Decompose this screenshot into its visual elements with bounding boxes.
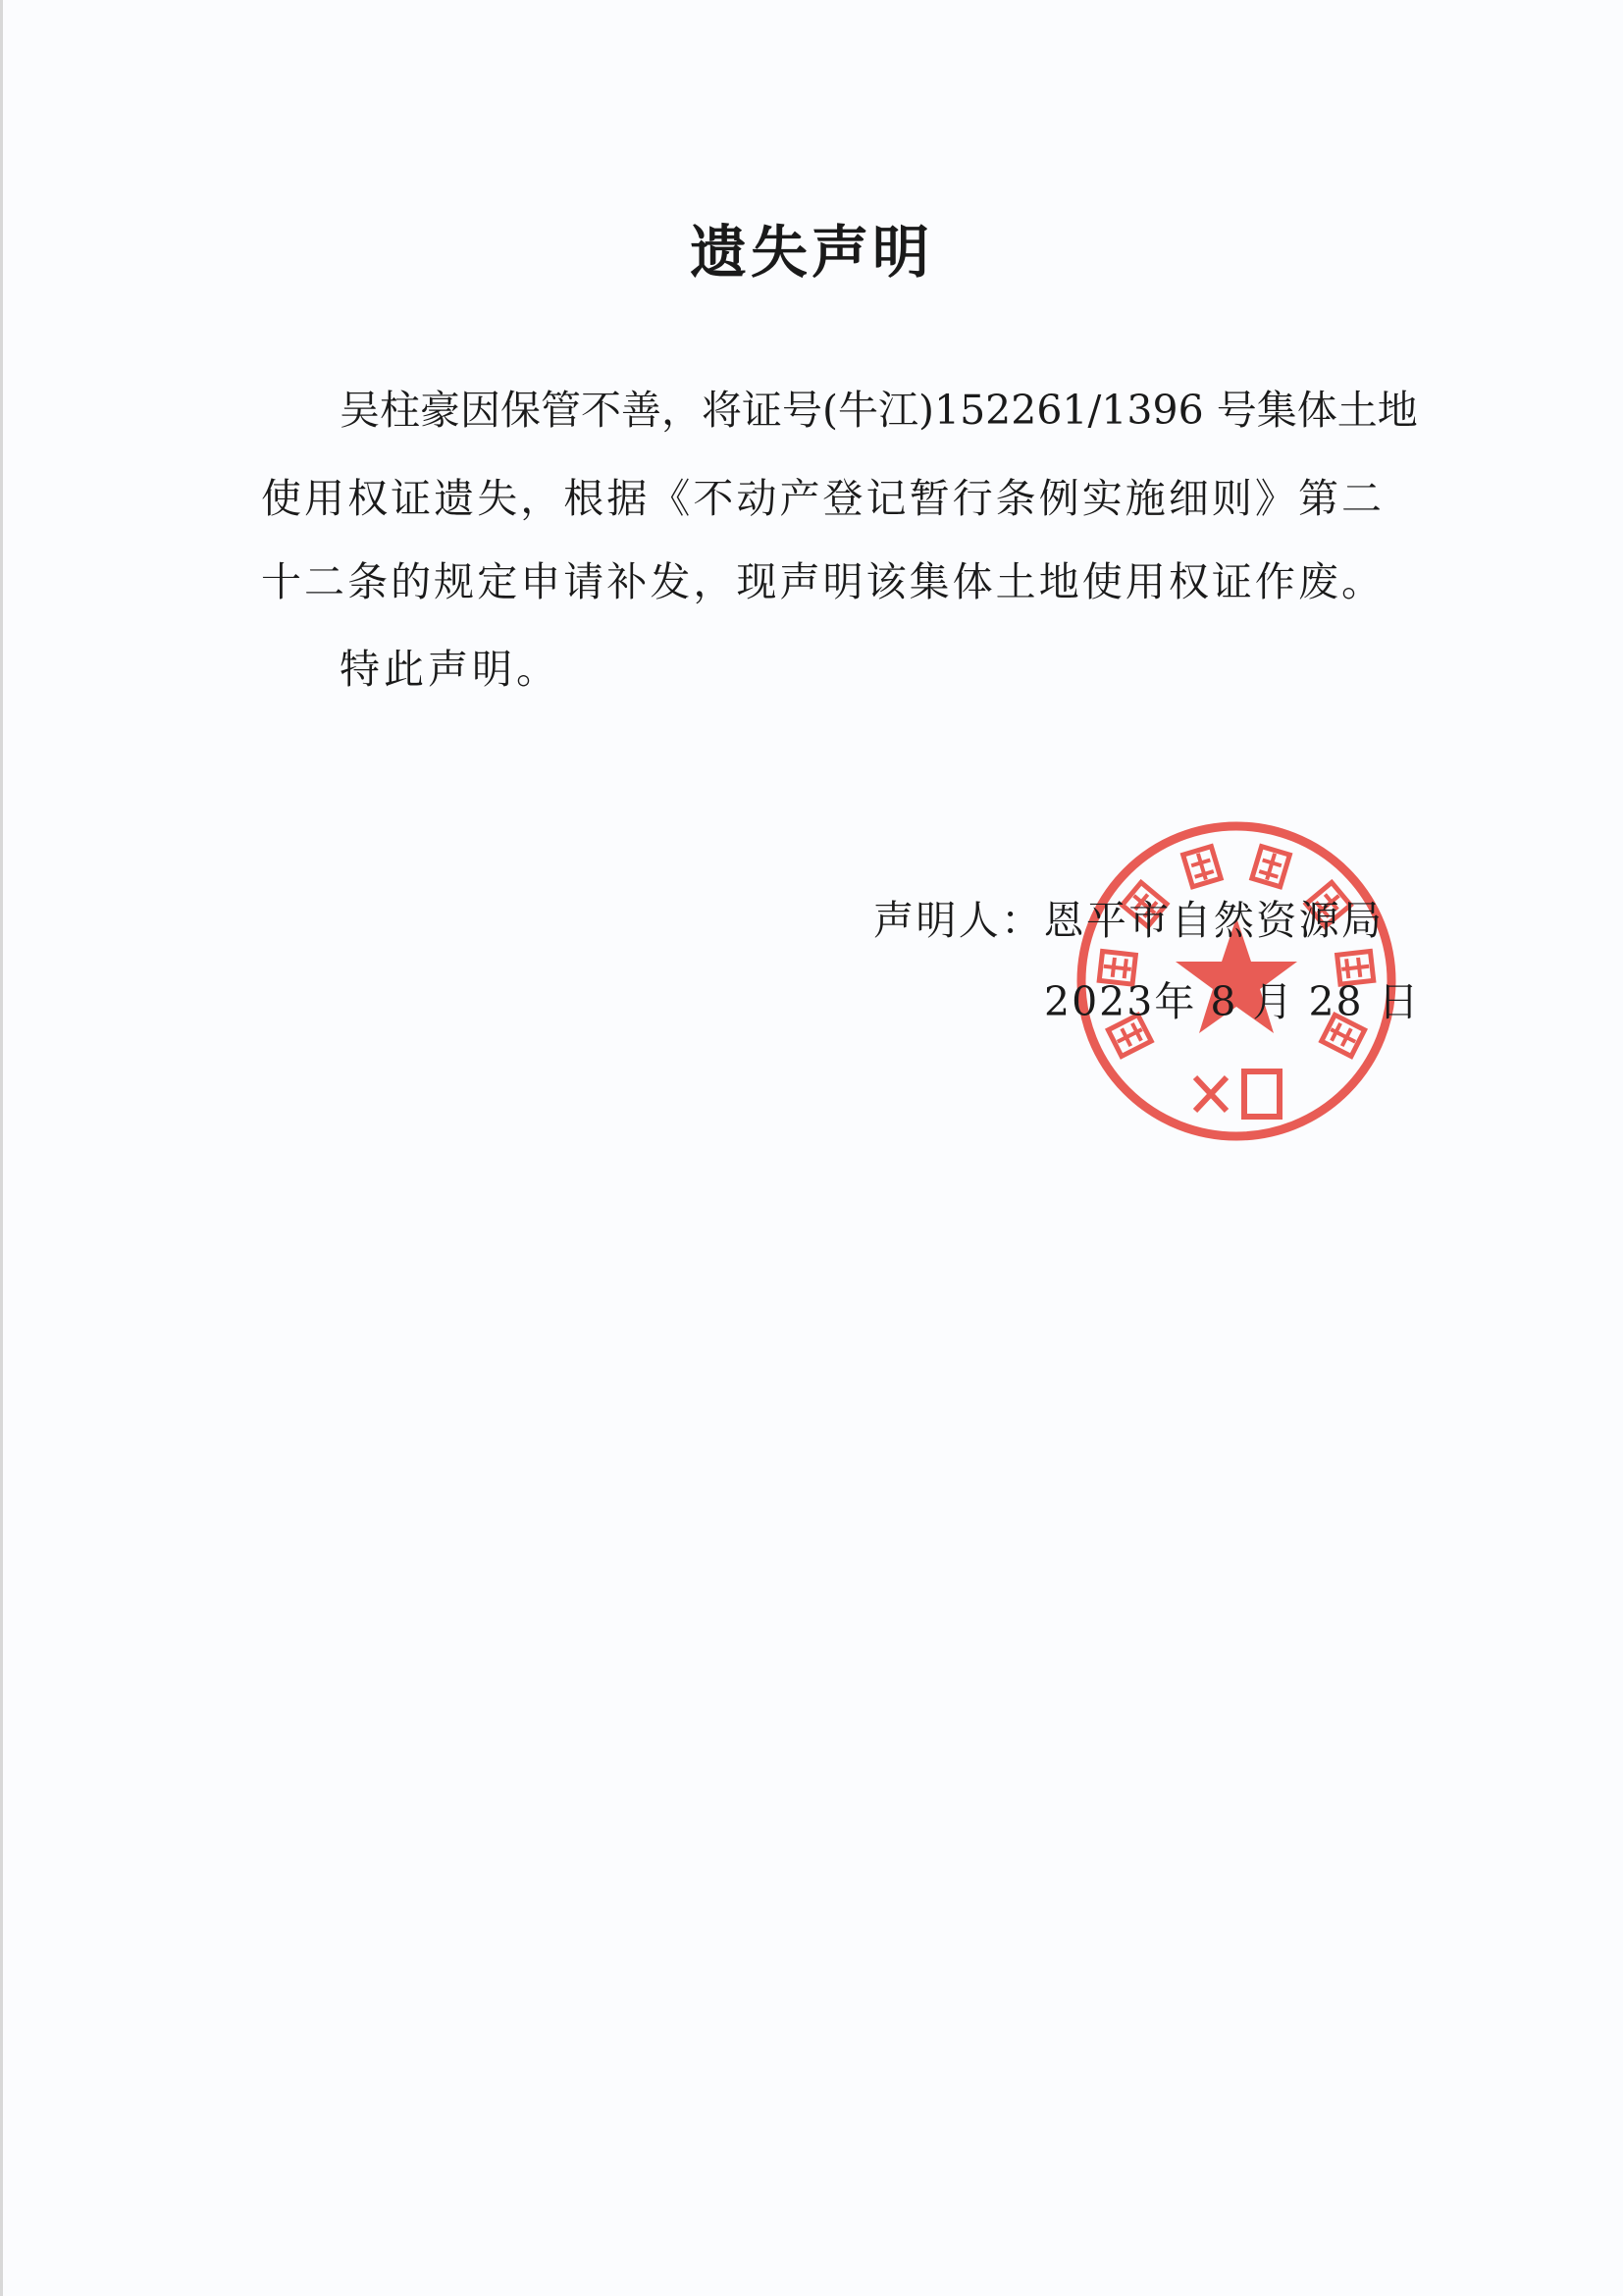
signatory-name: 恩平市自然资源局 [1043,897,1383,944]
body-line-1: 吴柱豪因保管不善，将证号(牛江)152261/1396 号集体土地 [340,387,1418,434]
signature-date [1044,972,1421,1031]
seal-glyph [1183,847,1222,887]
body-line-3: 十二条的规定申请补发，现声明该集体土地使用权证作废。 [261,558,1382,605]
document-title: 遗失声明 [689,219,933,286]
signatory-label: 声明人： [873,897,1044,944]
date-day: 28 日 [1308,978,1421,1025]
seal-code-left [1195,1077,1227,1111]
seal-code-right [1244,1071,1280,1117]
signatory [873,891,1382,950]
closing-statement: 特此声明。 [340,646,560,693]
page-edge [0,0,3,2296]
date-year: 2023年 [1044,978,1197,1025]
date-month: 8 月 [1210,978,1295,1025]
body-line-2: 使用权证遗失，根据《不动产登记暂行条例实施细则》第二 [261,475,1382,522]
seal-glyph [1252,847,1290,887]
